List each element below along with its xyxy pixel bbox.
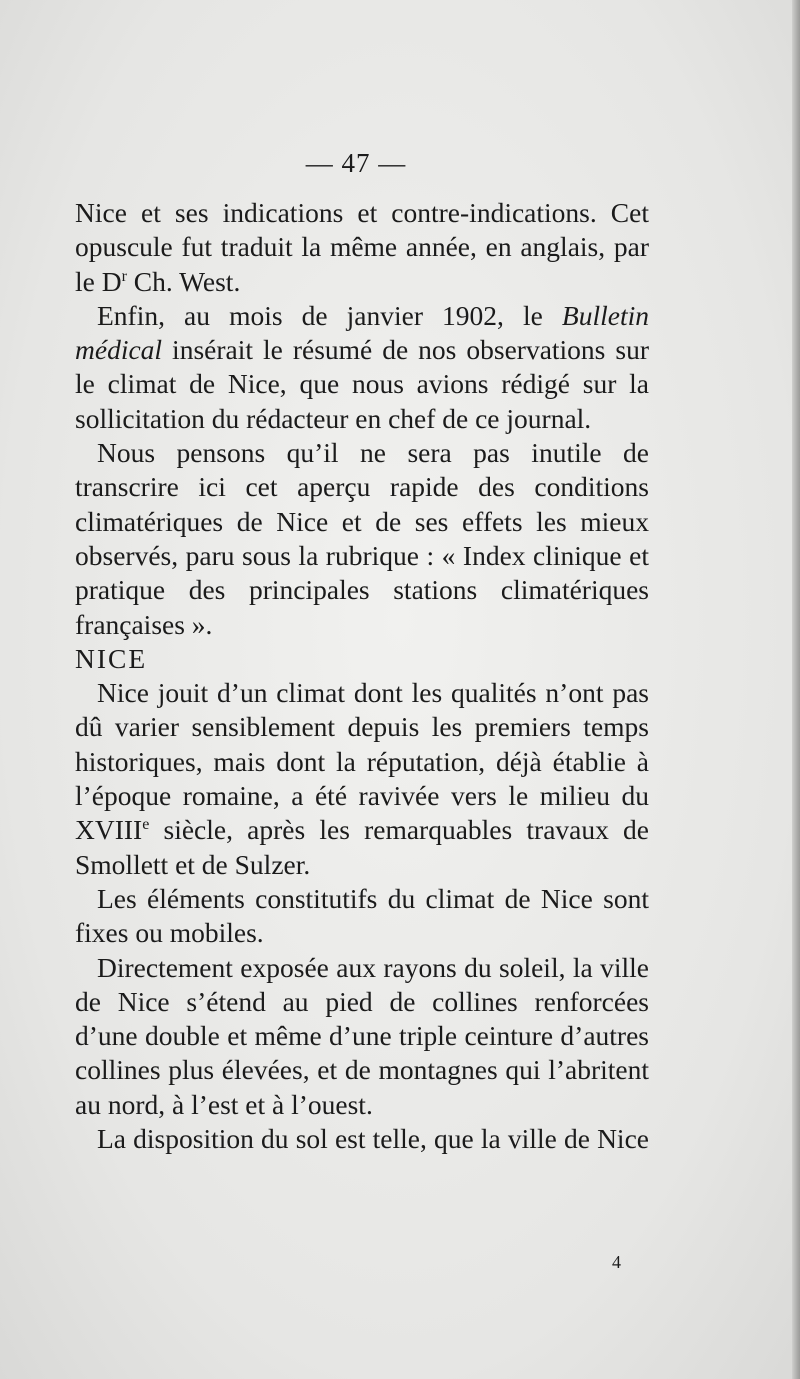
page-number: — 47 — — [305, 148, 407, 178]
text-run: Nice et ses indications et contre-indications. Cet opuscule fut traduit la même année, en anglais, par le D — [75, 197, 649, 297]
text-run: Enfin, au mois de janvier 1902, le — [97, 299, 562, 331]
superscript: e — [142, 816, 150, 834]
paragraph-p6 — [75, 951, 649, 1122]
text-run: insérait le résumé de nos observations sur le climat de Nice, que nous avions rédigé sur la sollicitation du rédacteur en chef de ce journal. — [75, 334, 649, 434]
text-run: Les éléments constitutifs du climat de Nice sont fixes ou mobiles. — [75, 882, 649, 949]
section-heading: NICE — [75, 642, 148, 674]
page-edge-shadow — [792, 0, 800, 1379]
text-run: Ch. West. — [126, 265, 241, 297]
superscript: r — [121, 267, 127, 285]
paragraph-p7 — [75, 1122, 649, 1156]
body-text — [75, 196, 649, 1156]
text-run: siècle, après les remarquables travaux de Smollett et de Sulzer. — [75, 814, 649, 880]
signature-mark: 4 — [612, 1252, 621, 1272]
paragraph-p5 — [75, 882, 649, 951]
paragraph-p3 — [75, 436, 649, 642]
text-run: Directement exposée aux rayons du soleil, la ville de Nice s’étend au pied de collines renforcées d’une double et même d’une triple ceinture d’autres collines plus élevées, et de montagnes qui l’abritent au nord, à l’est et à l’ouest. — [75, 951, 649, 1120]
italic-title: Bulletin médical — [75, 299, 649, 366]
paragraph-p4 — [75, 676, 649, 882]
text-run: Nous pensons qu’il ne sera pas inutile de transcrire ici cet aperçu rapide des conditions climatériques de Nice et de ses effets les mieux observés, paru sous la rubrique : « Index clinique et pratique des principales stations climatériques françaises ». — [75, 437, 649, 640]
text-run: La disposition du sol est telle, que la ville de Nice — [97, 1123, 649, 1155]
paragraph-p2 — [75, 299, 649, 436]
paragraph-p1 — [75, 196, 649, 299]
text-run: Nice jouit d’un climat dont les qualités n’ont pas dû varier sensiblement depuis les premiers temps historiques, mais dont la réputation, déjà établie à l’époque romaine, a été ravivée vers le milieu du XVIII — [75, 677, 649, 846]
